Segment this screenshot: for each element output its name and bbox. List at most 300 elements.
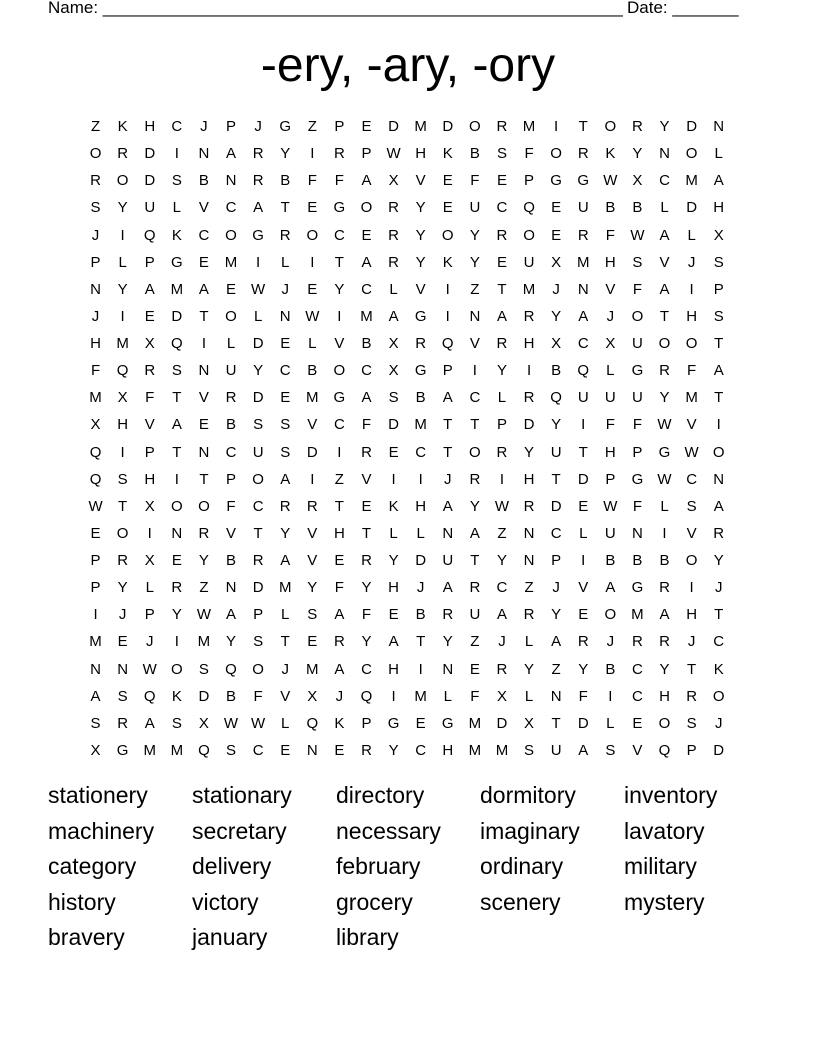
grid-letter: S [713,307,724,325]
grid-letter: U [469,199,481,217]
grid-letter: H [523,470,535,488]
grid-letter: N [198,362,210,380]
grid-letter: L [606,362,615,380]
grid-letter: J [91,307,100,325]
grid-letter: R [496,226,508,244]
grid-letter: C [279,362,291,380]
grid-letter: G [252,226,264,244]
grid-letter: M [224,253,238,271]
grid-letter: D [171,307,183,325]
grid-letter: M [522,118,536,136]
grid-letter: E [280,335,291,353]
grid-letter: I [256,253,261,271]
grid-letter: E [442,172,453,190]
grid-letter: P [144,253,155,271]
grid-letter: W [603,172,618,190]
grid-letter: R [117,714,129,732]
grid-letter: A [90,687,101,705]
grid-letter: O [306,226,319,244]
grid-letter: S [90,199,101,217]
grid-letter: O [360,199,373,217]
grid-letter: B [226,416,237,434]
grid-letter: O [685,552,698,570]
grid-letter: T [578,118,588,136]
grid-letter: R [523,389,535,407]
grid-letter: M [468,741,482,759]
grid-letter: E [469,660,480,678]
grid-letter: E [117,633,128,651]
grid-letter: R [577,145,589,163]
grid-letter: I [310,253,315,271]
grid-letter: L [281,714,290,732]
grid-letter: E [578,606,589,624]
grid-letter: Y [117,280,128,298]
grid-letter: Q [170,335,183,353]
grid-letter: L [524,633,534,651]
grid-letter: P [442,362,453,380]
grid-letter: S [90,714,101,732]
grid-letter: I [445,280,450,298]
grid-letter: F [687,362,697,380]
grid-letter: T [497,280,507,298]
grid-letter: L [253,307,263,325]
grid-letter: Z [524,579,534,597]
grid-letter: O [631,307,644,325]
grid-letter: N [442,660,454,678]
grid-letter: E [90,524,101,542]
grid-letter: G [577,172,590,190]
grid-letter: W [88,497,103,515]
grid-letter: N [523,524,535,542]
grid-letter: W [251,714,266,732]
grid-letter: V [198,199,209,217]
grid-letter: U [225,362,237,380]
grid-letter: K [713,660,724,678]
grid-letter: M [306,660,319,678]
grid-letter: O [469,443,481,461]
grid-letter: N [713,470,725,488]
grid-letter: D [442,118,454,136]
grid-letter: R [144,362,156,380]
grid-letter: E [280,741,291,759]
grid-letter: D [523,416,535,434]
grid-letter: U [523,253,535,271]
grid-letter: C [659,172,670,190]
grid-letter: B [659,552,670,570]
grid-letter: S [198,660,209,678]
grid-letter: I [120,226,125,244]
grid-letter: K [171,226,182,244]
grid-letter: I [445,307,450,325]
grid-letter: K [171,687,182,705]
grid-letter: X [307,687,318,705]
grid-letter: Y [361,633,372,651]
grid-letter: J [444,470,452,488]
grid-letter: W [223,714,239,732]
grid-letter: C [686,470,698,488]
grid-letter: I [310,145,315,163]
grid-letter: L [172,199,181,217]
grid-letter: U [632,389,643,407]
grid-letter: U [604,524,616,542]
grid-letter: B [198,172,209,190]
grid-letter: L [389,524,398,542]
grid-letter: T [280,199,290,217]
grid-letter: H [388,660,399,678]
grid-letter: A [442,497,453,515]
grid-letter: J [281,660,289,678]
grid-letter: W [142,660,157,678]
grid-letter: I [581,552,586,570]
grid-letter: R [388,199,399,217]
grid-letter: Q [89,470,102,488]
grid-letter: F [334,172,344,190]
grid-letter: I [391,470,396,488]
grid-letter: Q [658,741,671,759]
grid-letter: B [226,687,237,705]
grid-letter: Y [578,660,589,678]
grid-letter: P [605,470,616,488]
grid-letter: K [388,497,399,515]
grid-letter: A [226,606,237,624]
word-list-item: mystery [624,888,705,915]
grid-letter: P [524,172,535,190]
grid-letter: M [170,280,184,298]
grid-letter: H [415,145,427,163]
grid-letter: S [171,714,182,732]
grid-letter: T [172,443,182,461]
grid-letter: U [442,552,454,570]
grid-letter: Y [496,552,507,570]
grid-letter: V [578,579,589,597]
grid-letter: T [280,633,290,651]
grid-letter: A [198,280,209,298]
grid-letter: O [89,145,102,163]
grid-letter: I [662,524,667,542]
grid-letter: X [388,335,399,353]
grid-letter: O [469,118,481,136]
word-list-item: lavatory [624,817,705,844]
grid-letter: Y [198,552,209,570]
grid-letter: M [631,606,644,624]
grid-letter: O [604,606,617,624]
grid-letter: H [686,606,698,624]
grid-letter: L [714,145,723,163]
grid-letter: Q [441,335,454,353]
grid-letter: W [630,226,645,244]
grid-letter: A [659,606,670,624]
grid-letter: I [120,307,125,325]
grid-letter: A [226,145,237,163]
grid-letter: C [713,633,725,651]
grid-letter: O [712,443,725,461]
grid-letter: I [337,307,342,325]
grid-letter: G [414,362,427,380]
grid-letter: J [687,253,696,271]
grid-letter: C [333,226,345,244]
grid-letter: T [714,389,724,407]
grid-letter: O [252,470,264,488]
grid-letter: Y [280,145,291,163]
grid-letter: A [144,280,155,298]
grid-letter: T [659,307,670,325]
grid-letter: L [524,687,534,705]
grid-letter: A [144,714,155,732]
grid-letter: W [386,145,401,163]
grid-letter: F [605,226,615,244]
word-list-item: category [48,853,137,879]
grid-letter: C [469,389,481,407]
grid-letter: B [226,552,237,570]
grid-letter: K [117,118,128,136]
grid-letter: X [144,335,155,353]
grid-letter: H [333,524,345,542]
word-list-item: bravery [48,924,125,950]
grid-letter: S [686,714,697,732]
word-list-item: stationary [192,782,292,808]
grid-letter: G [441,714,454,732]
word-search-grid [82,113,732,764]
grid-letter: B [551,362,562,380]
grid-letter: Z [551,660,561,678]
word-list-item: directory [336,782,425,808]
word-list-item: necessary [336,817,441,844]
grid-letter: U [604,389,616,407]
grid-letter: X [605,335,616,353]
grid-letter: G [631,579,644,597]
grid-letter: R [469,470,481,488]
grid-letter: H [144,470,156,488]
grid-letter: J [254,118,262,136]
grid-letter: U [632,335,643,353]
grid-letter: X [551,335,562,353]
grid-letter: V [632,741,643,759]
grid-letter: Y [171,606,182,624]
grid-letter: V [334,335,345,353]
grid-letter: N [550,687,562,705]
grid-letter: L [660,497,669,515]
grid-letter: C [496,579,508,597]
grid-letter: M [360,307,373,325]
grid-letter: D [550,497,562,515]
grid-letter: A [551,633,562,651]
grid-letter: D [252,335,264,353]
grid-letter: I [608,687,613,705]
word-list [48,778,768,956]
grid-letter: R [523,606,535,624]
grid-letter: G [658,443,671,461]
grid-letter: T [443,443,453,461]
grid-letter: D [306,443,318,461]
grid-letter: M [522,280,536,298]
grid-letter: G [387,714,400,732]
grid-letter: A [442,389,453,407]
grid-letter: R [469,579,481,597]
grid-letter: Y [551,307,562,325]
grid-letter: P [90,253,101,271]
grid-letter: A [469,524,480,542]
grid-letter: O [170,660,183,678]
grid-letter: R [279,226,291,244]
grid-letter: P [686,741,697,759]
grid-letter: Z [470,633,480,651]
grid-letter: V [144,416,155,434]
grid-letter: Y [524,660,535,678]
grid-letter: R [577,633,589,651]
grid-letter: P [226,118,237,136]
grid-letter: O [523,226,535,244]
grid-letter: J [552,280,560,298]
grid-letter: D [415,552,427,570]
grid-letter: F [578,687,588,705]
grid-letter: M [89,633,102,651]
grid-letter: M [278,579,292,597]
grid-letter: B [307,362,318,380]
grid-letter: R [90,172,101,190]
grid-letter: Y [388,552,399,570]
grid-letter: M [143,741,156,759]
grid-letter: B [415,389,426,407]
grid-letter: M [414,416,427,434]
grid-letter: Y [415,199,426,217]
grid-letter: X [198,714,209,732]
grid-letter: R [632,633,643,651]
grid-letter: D [577,714,589,732]
grid-letter: Q [523,199,535,217]
grid-letter: S [226,741,237,759]
grid-letter: C [225,443,237,461]
grid-letter: F [470,172,480,190]
grid-letter: Y [551,606,562,624]
grid-letter: Q [225,660,237,678]
grid-letter: A [578,741,589,759]
grid-letter: E [442,199,453,217]
grid-letter: O [225,307,237,325]
word-list-item: january [192,924,268,950]
grid-letter: W [196,606,211,624]
grid-letter: X [90,741,101,759]
word-list-item: grocery [336,888,413,915]
grid-letter: E [496,172,507,190]
grid-letter: R [225,389,237,407]
grid-letter: Z [334,470,344,488]
grid-letter: A [361,253,372,271]
grid-letter: T [118,497,128,515]
grid-letter: A [496,606,507,624]
grid-letter: P [253,606,264,624]
grid-letter: P [713,280,724,298]
grid-letter: H [388,579,399,597]
grid-letter: N [90,280,101,298]
grid-letter: S [253,633,264,651]
grid-letter: A [280,470,291,488]
grid-letter: L [226,335,236,353]
grid-letter: I [554,118,559,136]
grid-letter: I [581,416,586,434]
grid-letter: R [713,524,725,542]
grid-letter: H [713,199,725,217]
grid-letter: O [550,145,562,163]
grid-letter: O [441,226,454,244]
grid-letter: M [170,741,184,759]
grid-letter: Q [360,687,373,705]
grid-letter: R [577,226,589,244]
grid-letter: A [361,172,372,190]
grid-letter: V [280,687,291,705]
grid-letter: O [116,172,129,190]
word-list-item: inventory [624,782,718,808]
grid-letter: S [171,362,182,380]
grid-letter: C [333,416,345,434]
grid-letter: L [606,714,615,732]
grid-letter: P [632,443,643,461]
grid-letter: A [659,280,670,298]
grid-letter: A [713,497,724,515]
grid-letter: V [605,280,616,298]
grid-letter: C [415,443,427,461]
grid-letter: L [308,335,317,353]
grid-letter: I [526,362,532,380]
grid-letter: M [576,253,590,271]
grid-letter: M [89,389,102,407]
grid-letter: D [686,118,698,136]
grid-letter: I [120,443,125,461]
grid-letter: A [334,660,345,678]
grid-letter: D [686,199,698,217]
grid-letter: Y [496,362,507,380]
grid-letter: T [443,416,453,434]
grid-letter: G [631,470,644,488]
grid-letter: G [116,741,129,759]
grid-letter: B [469,145,480,163]
grid-letter: R [496,443,508,461]
grid-letter: S [524,741,535,759]
grid-letter: W [305,307,320,325]
grid-letter: R [252,145,264,163]
grid-letter: H [117,416,129,434]
grid-letter: J [606,633,615,651]
grid-letter: U [144,199,156,217]
grid-letter: C [361,362,372,380]
grid-letter: T [551,470,561,488]
grid-letter: Q [550,389,562,407]
grid-letter: J [416,579,425,597]
grid-letter: I [201,335,206,353]
word-list-item: ordinary [480,853,564,879]
grid-letter: P [496,416,507,434]
grid-letter: J [91,226,100,244]
grid-letter: Z [199,579,209,597]
grid-letter: K [442,253,453,271]
grid-letter: C [632,660,643,678]
grid-letter: R [659,362,670,380]
grid-letter: H [604,253,616,271]
grid-letter: M [414,118,427,136]
grid-letter: B [632,552,643,570]
grid-letter: U [550,443,562,461]
grid-letter: J [552,579,560,597]
grid-letter: V [307,552,318,570]
grid-letter: F [253,687,263,705]
grid-letter: A [605,579,616,597]
grid-letter: F [605,416,615,434]
grid-letter: O [658,714,671,732]
grid-letter: D [198,687,210,705]
grid-letter: Q [116,362,129,380]
grid-letter: R [442,606,454,624]
grid-letter: Y [117,579,128,597]
grid-letter: P [144,606,155,624]
